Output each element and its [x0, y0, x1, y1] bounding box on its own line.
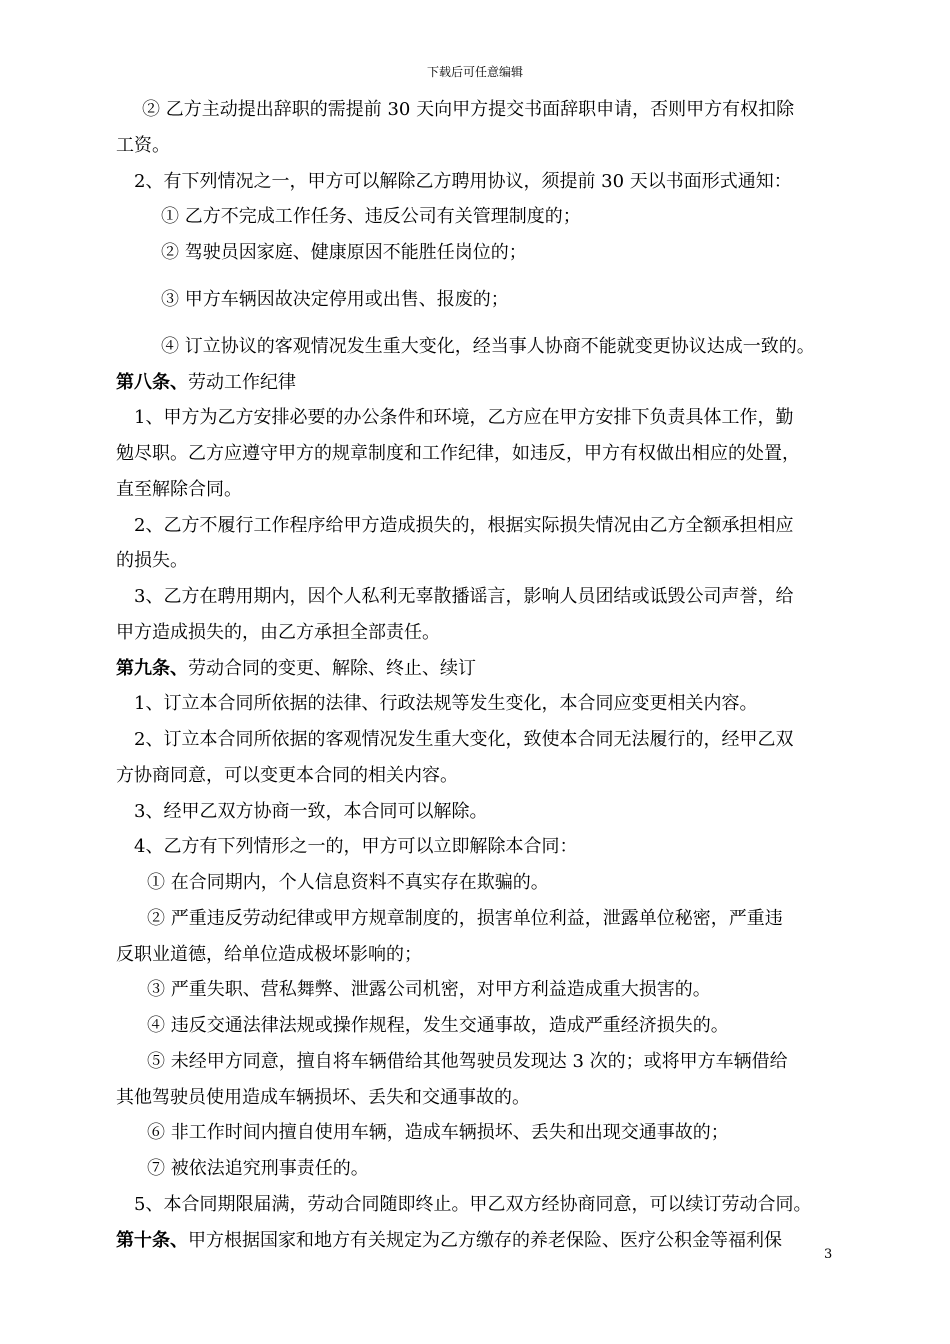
paragraph-line: 2、订立本合同所依据的客观情况发生重大变化，致使本合同无法履行的，经甲乙双: [134, 729, 794, 750]
list-item: ⑤ 未经甲方同意，擅自将车辆借给其他驾驶员发现达 3 次的；或将甲方车辆借给: [147, 1051, 788, 1072]
list-item: ① 乙方不完成工作任务、违反公司有关管理制度的；: [161, 206, 581, 227]
paragraph-line: 的损失。: [116, 550, 188, 571]
paragraph-line: 3、经甲乙双方协商一致，本合同可以解除。: [134, 801, 488, 822]
paragraph-line: 勉尽职。乙方应遵守甲方的规章制度和工作纪律，如违反，甲方有权做出相应的处置，: [116, 443, 800, 464]
list-item: ④ 违反交通法律法规或操作规程，发生交通事故，造成严重经济损失的。: [147, 1015, 729, 1036]
section-heading-article-9: [116, 654, 476, 684]
paragraph-line: 3、乙方在聘用期内，因个人私利无辜散播谣言，影响人员团结或诋毁公司声誉，给: [134, 586, 794, 607]
list-item: ③ 甲方车辆因故决定停用或出售、报废的；: [161, 289, 509, 310]
paragraph-line: 其他驾驶员使用造成车辆损坏、丢失和交通事故的。: [116, 1087, 530, 1108]
paragraph-line: 1、甲方为乙方安排必要的办公条件和环境，乙方应在甲方安排下负责具体工作，勤: [134, 407, 794, 428]
article-number: 第八条、: [116, 372, 188, 393]
list-item: ④ 订立协议的客观情况发生重大变化，经当事人协商不能就变更协议达成一致的。: [161, 336, 815, 357]
section-heading-article-10: [116, 1226, 782, 1256]
page-header: 下载后可任意编辑: [426, 65, 523, 79]
page-number: 3: [824, 1247, 833, 1262]
paragraph-line: 反职业道德，给单位造成极坏影响的；: [116, 944, 422, 965]
article-title: 劳动合同的变更、解除、终止、续订: [188, 658, 476, 679]
article-number: 第九条、: [116, 658, 188, 679]
paragraph-line: 甲方造成损失的，由乙方承担全部责任。: [116, 622, 440, 643]
paragraph-line: 4、乙方有下列情形之一的，甲方可以立即解除本合同：: [134, 836, 578, 857]
section-heading-article-8: [116, 368, 296, 398]
paragraph-line: 工资。: [116, 135, 170, 156]
paragraph-line: ② 乙方主动提出辞职的需提前 30 天向甲方提交书面辞职申请，否则甲方有权扣除: [142, 99, 795, 120]
paragraph-line: 直至解除合同。: [116, 479, 242, 500]
list-item: ③ 严重失职、营私舞弊、泄露公司机密，对甲方利益造成重大损害的。: [147, 979, 711, 1000]
paragraph-line: 2、乙方不履行工作程序给甲方造成损失的，根据实际损失情况由乙方全额承担相应: [134, 515, 794, 536]
list-item: ② 驾驶员因家庭、健康原因不能胜任岗位的；: [161, 242, 527, 263]
article-number: 第十条、: [116, 1230, 188, 1251]
paragraph-line: 方协商同意，可以变更本合同的相关内容。: [116, 765, 458, 786]
paragraph-line: 2、有下列情况之一，甲方可以解除乙方聘用协议，须提前 30 天以书面形式通知：: [134, 171, 792, 192]
list-item: ⑥ 非工作时间内擅自使用车辆，造成车辆损坏、丢失和出现交通事故的；: [147, 1122, 729, 1143]
article-title: 劳动工作纪律: [188, 372, 296, 393]
list-item: ② 严重违反劳动纪律或甲方规章制度的，损害单位利益，泄露单位秘密，严重违: [147, 908, 783, 929]
paragraph-line: 5、本合同期限届满，劳动合同随即终止。甲乙双方经协商同意，可以续订劳动合同。: [134, 1194, 812, 1215]
paragraph-line: 1、订立本合同所依据的法律、行政法规等发生变化，本合同应变更相关内容。: [134, 693, 758, 714]
list-item: ⑦ 被依法追究刑事责任的。: [147, 1158, 369, 1179]
list-item: ① 在合同期内，个人信息资料不真实存在欺骗的。: [147, 872, 549, 893]
article-text: 甲方根据国家和地方有关规定为乙方缴存的养老保险、医疗公积金等福利保: [188, 1230, 782, 1251]
